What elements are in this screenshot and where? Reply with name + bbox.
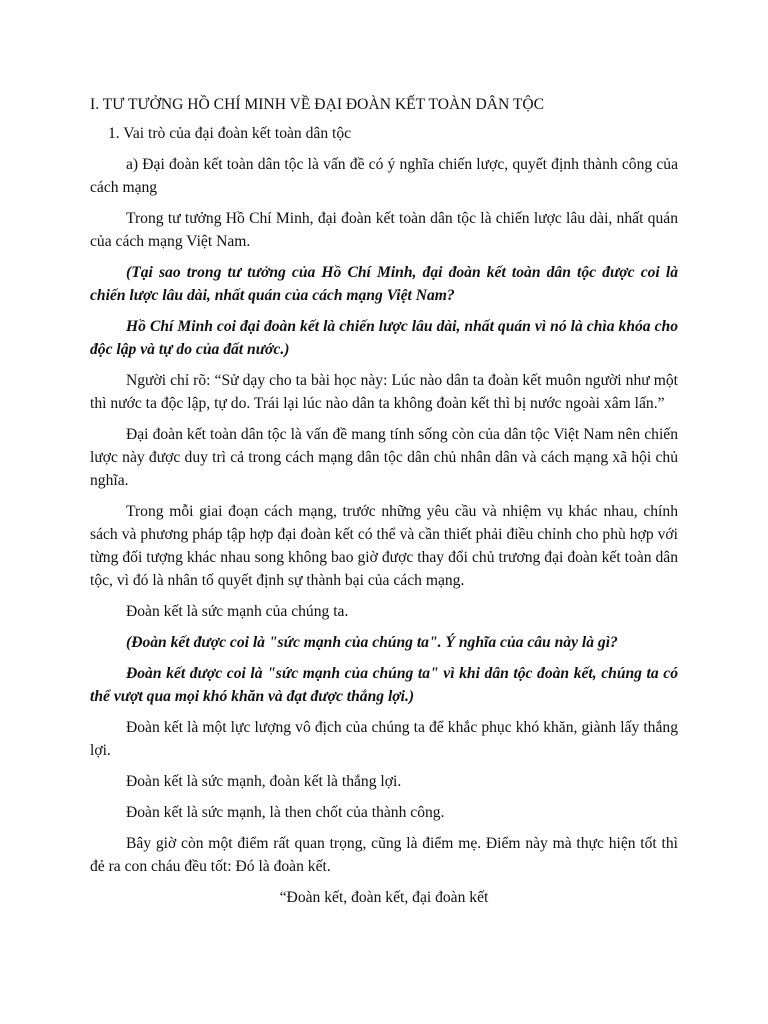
document-content <box>90 93 678 917</box>
paragraph-6: Đoàn kết là sức mạnh của chúng ta. <box>126 603 349 620</box>
subsection-heading: 1. Vai trò của đại đoàn kết toàn dân tộc <box>108 125 352 142</box>
paragraph-5: Trong mỗi giai đoạn cách mạng, trước những yêu cầu và nhiệm vụ khác nhau, chính sách và phương pháp tập hợp đại đoàn kết có thể và cần thiết phải điều chỉnh cho phù hợp với từng đối tượng khác nhau song không bao giờ được thay đổi chủ trương đại đoàn kết toàn dân tộc, vì đó là nhân tố quyết định sự thành bại của cách mạng. <box>90 503 678 589</box>
paragraph-4: Đại đoàn kết toàn dân tộc là vấn đề mang tính sống còn của dân tộc Việt Nam nên chiến lược này được duy trì cả trong cách mạng dân tộc dân chủ nhân dân và cách mạng xã hội chủ nghĩa. <box>90 426 678 489</box>
paragraph-7: Đoàn kết là một lực lượng vô địch của chúng ta để khắc phục khó khăn, giành lấy thắng lợi. <box>90 719 678 759</box>
paragraph-2: Trong tư tưởng Hồ Chí Minh, đại đoàn kết toàn dân tộc là chiến lược lâu dài, nhất quán của cách mạng Việt Nam. <box>90 210 678 250</box>
paragraph-1: a) Đại đoàn kết toàn dân tộc là vấn đề có ý nghĩa chiến lược, quyết định thành công của cách mạng <box>90 156 678 196</box>
paragraph-3: Người chỉ rõ: “Sử dạy cho ta bài học này: Lúc nào dân ta đoàn kết muôn người như một thì nước ta độc lập, tự do. Trái lại lúc nào dân ta không đoàn kết thì bị nước ngoài xâm lấn.” <box>90 372 678 412</box>
closing-quote: “Đoàn kết, đoàn kết, đại đoàn kết <box>279 889 489 906</box>
paragraph-9: Đoàn kết là sức mạnh, là then chốt của thành công. <box>126 804 445 821</box>
paragraph-8: Đoàn kết là sức mạnh, đoàn kết là thắng lợi. <box>126 773 402 790</box>
question-1: (Tại sao trong tư tưởng của Hồ Chí Minh, đại đoàn kết toàn dân tộc được coi là chiến lược lâu dài, nhất quán của cách mạng Việt Nam? <box>90 264 678 304</box>
paragraph-10: Bây giờ còn một điểm rất quan trọng, cũng là điểm mẹ. Điểm này mà thực hiện tốt thì đẻ ra con cháu đều tốt: Đó là đoàn kết. <box>90 835 678 875</box>
answer-2: Đoàn kết được coi là "sức mạnh của chúng ta" vì khi dân tộc đoàn kết, chúng ta có thể vượt qua mọi khó khăn và đạt được thắng lợi.) <box>90 665 678 705</box>
section-heading: I. TƯ TƯỞNG HỒ CHÍ MINH VỀ ĐẠI ĐOÀN KẾT TOÀN DÂN TỘC <box>90 96 545 113</box>
answer-1: Hồ Chí Minh coi đại đoàn kết là chiến lược lâu dài, nhất quán vì nó là chìa khóa cho độc lập và tự do của đất nước.) <box>90 318 678 358</box>
question-2: (Đoàn kết được coi là "sức mạnh của chúng ta". Ý nghĩa của câu này là gì? <box>126 634 618 651</box>
